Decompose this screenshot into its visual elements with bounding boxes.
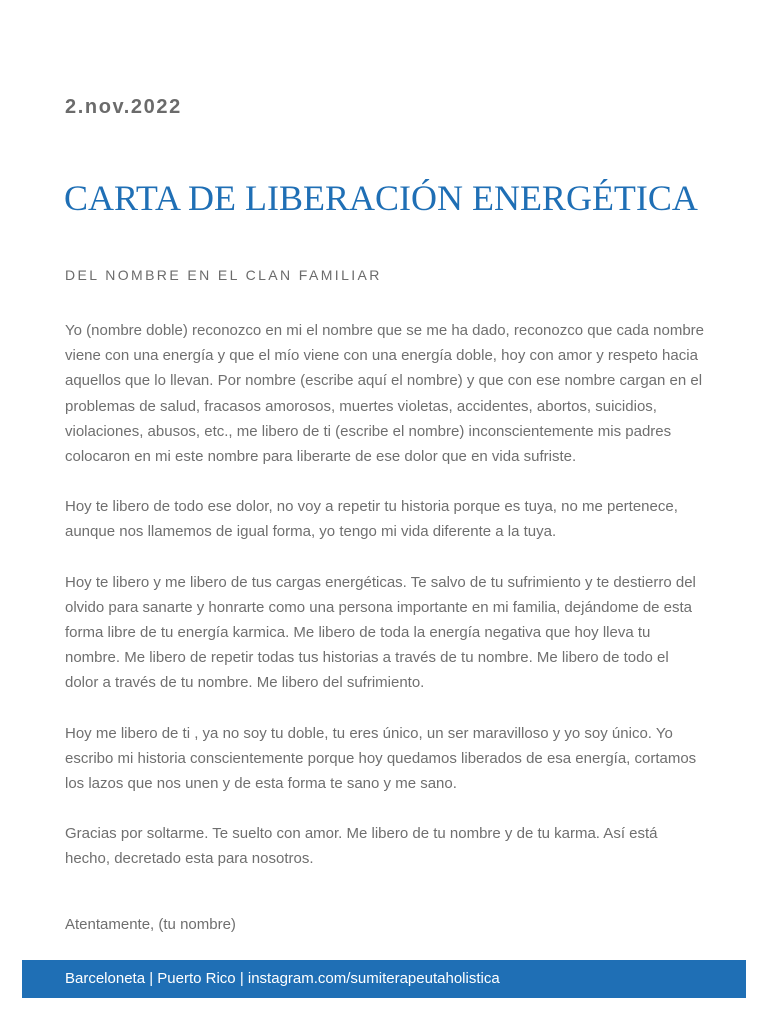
document-date: 2.nov.2022 [65,96,182,118]
letter-paragraph: Hoy te libero y me libero de tus cargas energéticas. Te salvo de tu sufrimiento y te destierro del olvido para sanarte y honrarte como una persona importante en mi familia, dejándome de esta forma libre de tu energía karmica. Me libero de toda la energía negativa que hoy lleva tu nombre. Me libero de repetir todas tus historias a través de tu nombre. Me libero de todo el dolor a través de tu nombre. Me libero del sufrimiento. [65,573,696,692]
letter-paragraph: Gracias por soltarme. Te suelto con amor. Me libero de tu nombre y de tu karma. Así está hecho, decretado esta para nosotros. [65,825,658,868]
footer-bar [22,960,746,998]
footer-contact-text: Barceloneta | Puerto Rico | instagram.com/sumiterapeutaholistica [65,970,500,987]
letter-paragraph: Yo (nombre doble) reconozco en mi el nombre que se me ha dado, reconozco que cada nombre viene con una energía y que el mío viene con una energía doble, hoy con amor y respeto hacia aquellos que lo llevan. Por nombre (escribe aquí el nombre) y que con ese nombre cargan en el problemas de salud, fracasos amorosos, muertes violetas, accidentes, abortos, suicidios, violaciones, abusos, etc., me libero de ti (escribe el nombre) inconscientemente mis padres colocaron en mi este nombre para liberarte de ese dolor que en vida sufriste. [65,322,705,466]
document-subtitle: DEL NOMBRE EN EL CLAN FAMILIAR [65,267,382,283]
letter-body [65,318,705,897]
letter-signoff: Atentamente, (tu nombre) [65,916,236,933]
document-title: CARTA DE LIBERACIÓN ENERGÉTICA [64,178,698,218]
letter-paragraph: Hoy me libero de ti , ya no soy tu doble, tu eres único, un ser maravilloso y yo soy único. Yo escribo mi historia conscientemente porque hoy quedamos liberados de esa energía, cortamos los lazos que nos unen y de esta forma te sano y me sano. [65,724,697,793]
letter-paragraph: Hoy te libero de todo ese dolor, no voy a repetir tu historia porque es tuya, no me pertenece, aunque nos llamemos de igual forma, yo tengo mi vida diferente a la tuya. [65,498,678,541]
